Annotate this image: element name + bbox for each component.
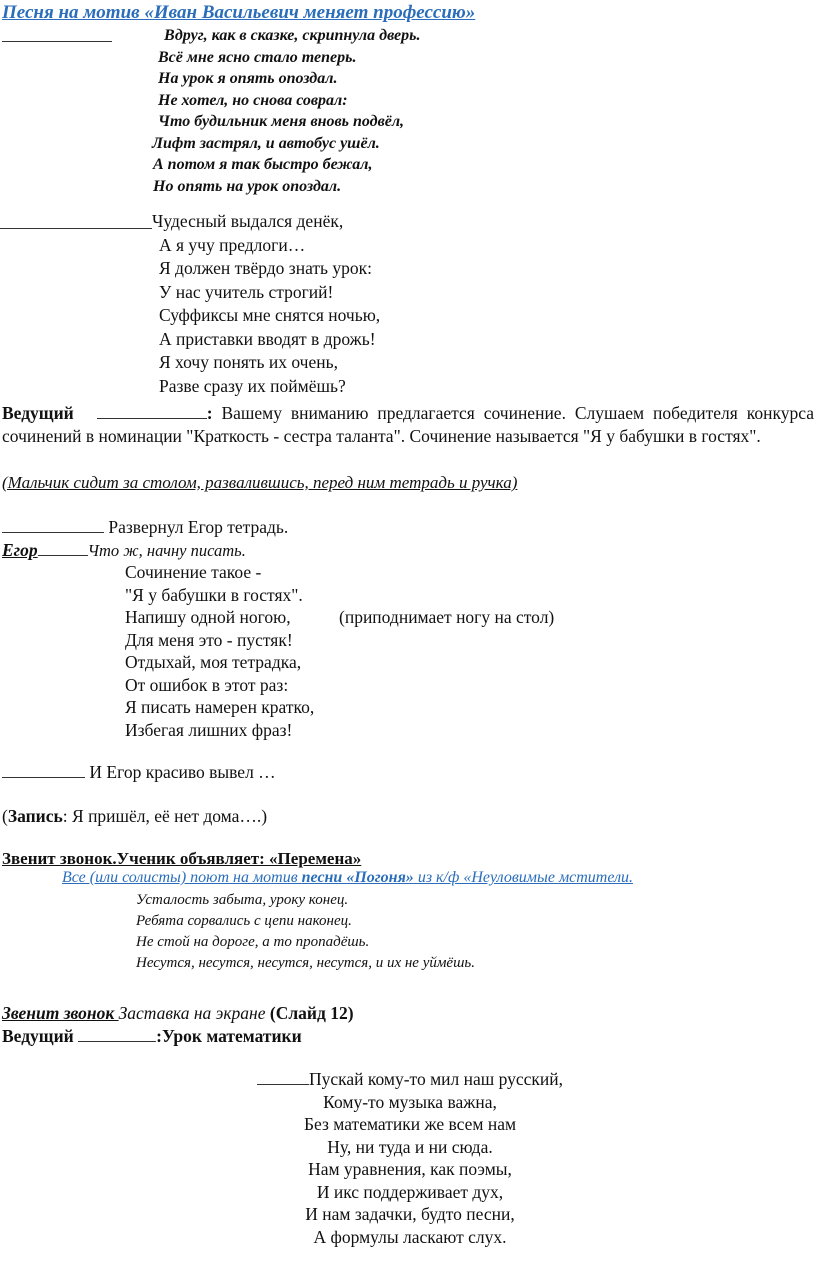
verse-line: Что будильник меня вновь подвёл, [158,113,405,130]
verse-line: Отдыхай, моя тетрадка, [125,652,302,672]
narration: И Егор красиво вывел … [85,762,276,782]
speaker-label: Ведущий [2,403,74,423]
colon: : [206,403,213,423]
song-name: песни «Погоня» [301,869,414,886]
scene-line [2,539,314,562]
screensaver-note: Заставка на экране [118,1003,266,1023]
poem2-verse [152,210,381,398]
verse-line: А потом я так быстро бежал, [153,156,373,173]
verse-line: Не стой на дороге, а то пропадёшь. [136,934,370,950]
verse-line: А я учу предлоги… [159,234,306,255]
verse-line: Напишу одной ногою, (приподнимает ногу на стол) [125,607,555,627]
song-title: Песня на мотив «Иван Васильевич меняет профессию» [2,2,476,23]
record-text: : Я пришёл, её нет дома….) [62,806,268,826]
verse-line: Для меня это - пустяк! [125,629,293,650]
song3-verse [136,890,475,974]
song1-verse [150,25,420,197]
verse-line: А приставки вводят в дрожь! [159,328,376,349]
blank-line [257,1084,309,1085]
speaker-egor: Егор [2,540,88,560]
blank-line [78,1041,156,1042]
verse-line: Избегая лишних фраз! [125,719,293,740]
verse-line: Ребята сорвались с цепи наконец. [136,913,352,929]
narration: Развернул Егор тетрадь. [104,517,289,537]
verse-line: И икс поддерживает дух, [316,1181,504,1202]
verse-line: Я должен твёрдо знать урок: [159,258,373,278]
verse-line: Но опять на урок опоздал. [153,177,342,195]
scene-line [2,516,314,539]
verse-line: Несутся, несутся, несутся, несутся, и их не уймёшь. [136,955,475,971]
blank-line [2,532,104,533]
host-paragraph [2,402,814,448]
verse-line: А формулы ласкают слух. [313,1226,507,1247]
blank-line [38,555,88,556]
blank-line [97,418,207,419]
chase-song-intro[interactable]: Все (или солисты) поют на мотив песни «Погоня» из к/ф «Неуловимые мстители. [62,869,634,886]
verse-line: Вдруг, как в сказке, скрипнула дверь. [164,27,421,44]
egor-speech: Что ж, начну писать. [87,540,246,560]
verse-line: На урок я опять опоздал. [158,70,338,87]
verse-line: Всё мне ясно стало теперь. [158,48,357,66]
verse-line: Я писать намерен кратко, [125,697,315,717]
verse-line: Без математики же всем нам [303,1114,517,1134]
verse-line: Пускай кому-то мил наш русский, [200,1068,620,1091]
verse-line: От ошибок в этот раз: [125,674,289,695]
record-label: Запись [7,806,63,826]
bell-heading: Звенит звонок.Ученик объявляет: «Перемена» [2,849,362,868]
verse-line: Я хочу понять их очень, [159,352,338,372]
verse-line: Нам уравнения, как поэмы, [308,1159,512,1179]
verse-line: Суффиксы мне снятся ночью, [159,305,381,325]
host-text: Вашему вниманию предлагается сочинение. Слушаем победителя конкурса сочинений в номинации "Краткость - сестра таланта". Сочинение называется "Я у бабушки в гостях". [2,403,814,446]
host2-line [2,1026,302,1047]
verse-line: Сочинение такое - [125,562,262,582]
verse-line: Чудесный выдался денёк, [152,211,344,231]
blank-line [2,41,112,42]
speaker-label: Ведущий [2,1026,79,1046]
verse-line: Не хотел, но снова соврал: [158,91,348,109]
verse-line: Разве сразу их поймёшь? [159,375,346,396]
verse-line: У нас учитель строгий! [159,281,334,302]
stage-aside: (приподнимает ногу на стол) [339,607,555,627]
slide-number: (Слайд 12) [265,1003,354,1023]
verse-line: Ну, ни туда и ни сюда. [327,1136,493,1157]
record-line: (Запись: Я пришёл, её нет дома….) [2,806,268,826]
verse-line: Усталость забыта, уроку конец. [136,892,349,908]
verse-line: "Я у бабушки в гостях". [125,584,303,605]
egor-wrote-line [2,762,276,783]
verse-line: Лифт застрял, и автобус ушёл. [152,134,380,152]
bell2-line [2,1003,354,1024]
blank-line [2,777,85,778]
math-poem [200,1068,620,1248]
verse-line: И нам задачки, будто песни, [305,1204,515,1224]
egor-scene [2,516,555,741]
stage-direction: (Мальчик сидит за столом, развалившись, перед ним тетрадь и ручка) [2,473,518,492]
verse-line: Кому-то музыка важна, [323,1091,497,1112]
bell2-label: Звенит звонок [2,1003,119,1023]
host2-text: :Урок математики [156,1026,302,1046]
blank-line [0,228,152,229]
